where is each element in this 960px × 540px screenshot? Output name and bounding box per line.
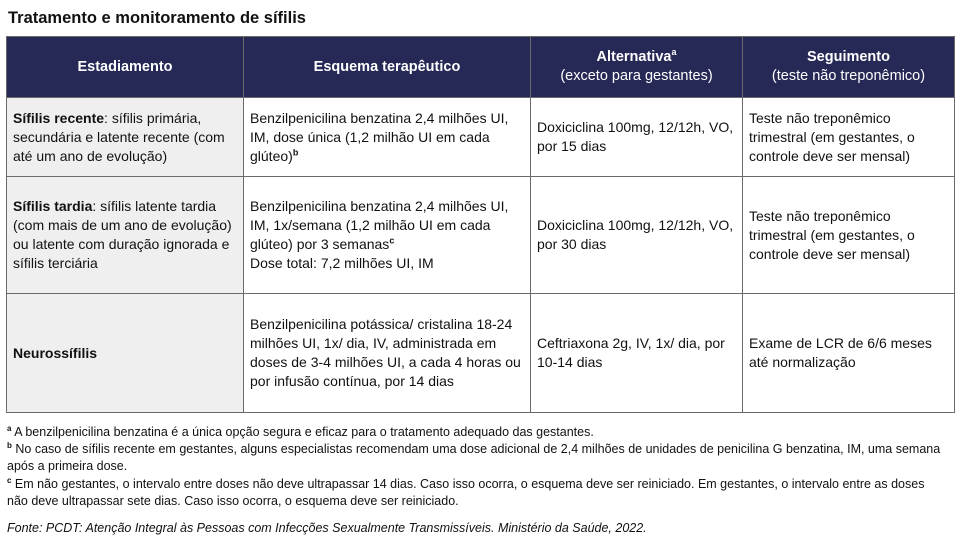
footnote-a xyxy=(7,424,947,441)
header-followup-sublabel: (teste não treponêmico) xyxy=(771,68,926,84)
header-alternative-label: Alternativa xyxy=(596,49,672,65)
alternative-cell: Doxiciclina 100mg, 12/12h, VO, por 30 dias xyxy=(531,177,743,294)
footnote-c xyxy=(7,476,947,510)
footnote-mark: c xyxy=(7,475,12,485)
followup-cell: Teste não treponêmico trimestral (em gestantes, o controle deve ser mensal) xyxy=(743,98,955,177)
syphilis-treatment-table xyxy=(6,36,955,413)
footnote-text: Em não gestantes, o intervalo entre doses não deve ultrapassar 14 dias. Caso isso ocorra, o esquema deve ser reiniciado. Em gestantes, o intervalo entre as doses não deve ultrapassar sete dias. Caso isso ocorra, o esquema deve ser reiniciado. xyxy=(7,476,925,508)
therapy-footnote-mark: b xyxy=(292,146,299,157)
therapy-text: Benzilpenicilina benzatina 2,4 milhões UI, IM, 1x/semana (1,2 milhão UI em cada glúteo) por 3 semanas xyxy=(250,198,509,252)
followup-cell: Exame de LCR de 6/6 meses até normalização xyxy=(743,294,955,413)
stage-cell xyxy=(7,177,244,294)
footnote-mark: b xyxy=(7,441,12,451)
table-header-row xyxy=(7,37,955,98)
header-alternative-sublabel: (exceto para gestantes) xyxy=(560,68,713,84)
footnote-b xyxy=(7,441,947,475)
header-therapy-label: Esquema terapêutico xyxy=(313,58,461,75)
therapy-text: Benzilpenicilina benzatina 2,4 milhões UI, IM, dose única (1,2 milhão UI em cada glúteo) xyxy=(250,109,509,164)
therapy-cell: Benzilpenicilina potássica/ cristalina 18-24 milhões UI, 1x/ dia, IV, administrada em doses de 3-4 milhões UI, a cada 4 horas ou por infusão contínua, por 14 dias xyxy=(244,294,531,413)
header-followup xyxy=(743,37,955,98)
header-staging xyxy=(7,37,244,98)
header-therapy xyxy=(244,37,531,98)
therapy-footnote-mark: c xyxy=(389,235,395,246)
footnote-text: A benzilpenicilina benzatina é a única opção segura e eficaz para o tratamento adequado das gestantes. xyxy=(11,425,594,439)
stage-name: Neurossífilis xyxy=(13,344,98,361)
table-row xyxy=(7,177,955,294)
table-row xyxy=(7,294,955,413)
footnote-text: No caso de sífilis recente em gestantes, alguns especialistas recomendam uma dose adicional de 2,4 milhões de unidades de penicilina G benzatina, IM, uma semana após a primeira dose. xyxy=(7,442,941,474)
stage-description: : sífilis latente tardia (com mais de um ano de evolução) ou latente com duração ignorada e sífilis terciária xyxy=(13,198,232,271)
footnote-mark: a xyxy=(7,423,12,433)
stage-description: : sífilis primária, secundária e latente recente (com até um ano de evolução) xyxy=(13,109,225,164)
stage-name: Sífilis tardia xyxy=(13,198,93,214)
source-citation: Fonte: PCDT: Atenção Integral às Pessoas com Infecções Sexualmente Transmissíveis. Ministério da Saúde, 2022. xyxy=(7,521,647,535)
therapy-total-dose: Dose total: 7,2 milhões UI, IM xyxy=(250,255,434,271)
table-row xyxy=(7,98,955,177)
header-alternative xyxy=(531,37,743,98)
therapy-cell xyxy=(244,98,531,177)
alternative-cell: Ceftriaxona 2g, IV, 1x/ dia, por 10-14 dias xyxy=(531,294,743,413)
stage-name: Sífilis recente xyxy=(13,109,105,126)
alternative-cell: Doxiciclina 100mg, 12/12h, VO, por 15 dias xyxy=(531,98,743,177)
followup-cell: Teste não treponêmico trimestral (em gestantes, o controle deve ser mensal) xyxy=(743,177,955,294)
stage-cell xyxy=(7,98,244,177)
therapy-cell xyxy=(244,177,531,294)
header-alternative-footnote-mark: a xyxy=(671,47,677,58)
header-staging-label: Estadiamento xyxy=(77,58,173,75)
header-followup-label: Seguimento xyxy=(807,49,890,65)
footnotes xyxy=(7,424,947,510)
page-title: Tratamento e monitoramento de sífilis xyxy=(8,9,306,27)
stage-cell xyxy=(7,294,244,413)
